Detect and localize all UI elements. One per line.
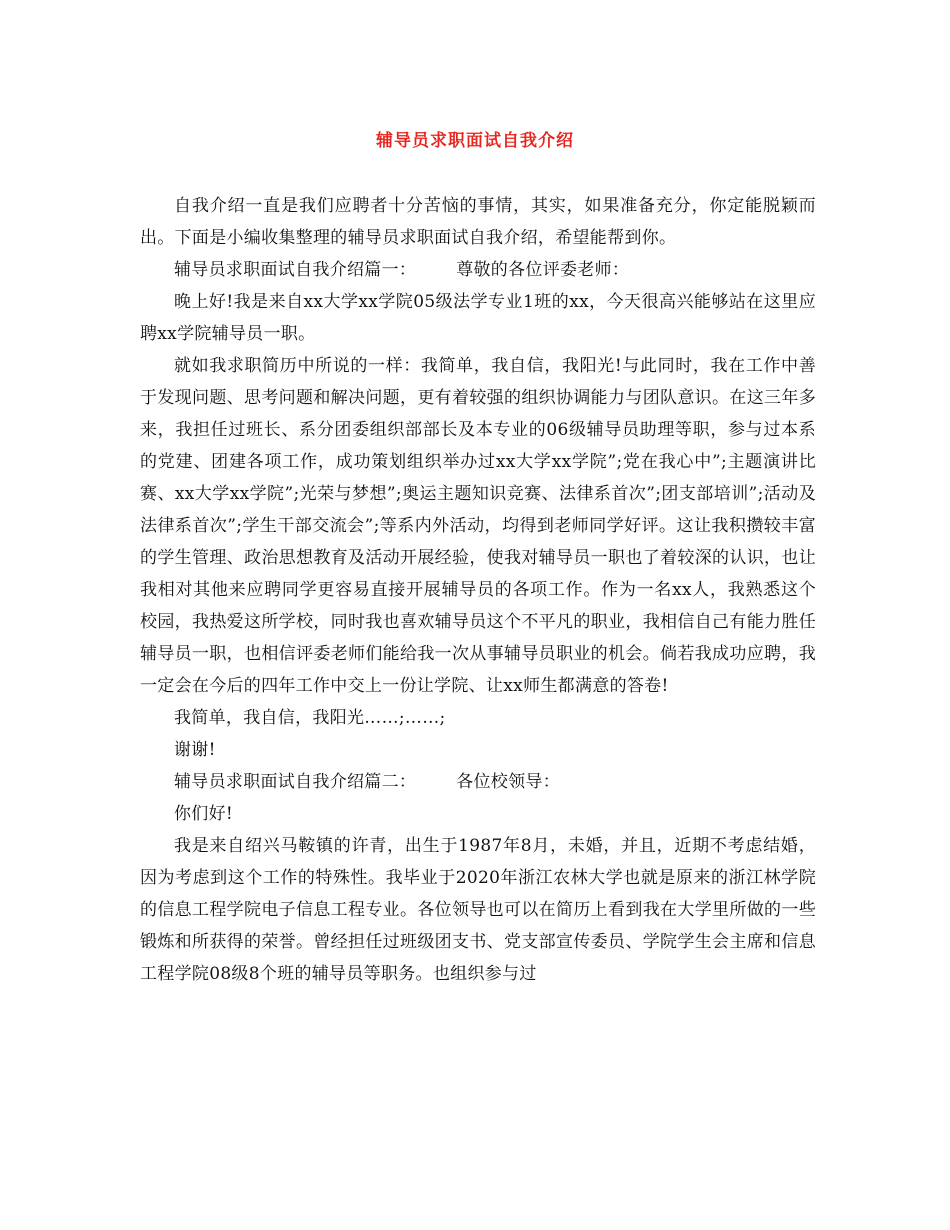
paragraph-body-two: 我是来自绍兴马鞍镇的许青，出生于1987年8月，未婚，并且，近期不考虑结婚，因为考虑到这个工作的特殊性。我毕业于2020年浙江农林大学也就是原来的浙江林学院的信息工程学院电子信息工程专业。各位领导也可以在简历上看到我在大学里所做的一些锻炼和所获得的荣誉。曾经担任过班级团支书、党支部宣传委员、学院学生会主席和信息工程学院08级8个班的辅导员等职务。也组织参与过 <box>140 836 816 984</box>
document-body <box>140 190 816 990</box>
section-one-salutation: 尊敬的各位评委老师： <box>456 260 630 280</box>
section-one-title: 辅导员求职面试自我介绍篇一： <box>174 260 417 280</box>
paragraph-section-two-heading <box>140 766 816 798</box>
section-two-salutation: 各位校领导： <box>456 772 561 792</box>
paragraph-body-one: 就如我求职简历中所说的一样：我简单，我自信，我阳光!与此同时，我在工作中善于发现问题、思考问题和解决问题，更有着较强的组织协调能力与团队意识。在这三年多来，我担任过班长、系分团委组织部部长及本专业的06级辅导员助理等职，参与过本系的党建、团建各项工作，成功策划组织举办过xx大学xx学院”;党在我心中”;主题演讲比赛、xx大学xx学院”;光荣与梦想”;奥运主题知识竞赛、法律系首次”;团支部培训”;活动及法律系首次”;学生干部交流会”;等系内外活动，均得到老师同学好评。这让我积攒较丰富的学生管理、政治思想教育及活动开展经验，使我对辅导员一职也了着较深的认识，也让我相对其他来应聘同学更容易直接开展辅导员的各项工作。作为一名xx人，我熟悉这个校园，我热爱这所学校，同时我也喜欢辅导员这个不平凡的职业，我相信自己有能力胜任辅导员一职，也相信评委老师们能给我一次从事辅导员职业的机会。倘若我成功应聘，我一定会在今后的四年工作中交上一份让学院、让xx师生都满意的答卷! <box>140 356 816 696</box>
paragraph-intro: 自我介绍一直是我们应聘者十分苦恼的事情，其实，如果准备充分，你定能脱颖而出。下面是小编收集整理的辅导员求职面试自我介绍，希望能帮到你。 <box>140 196 816 248</box>
paragraph-section-one-heading <box>140 254 816 286</box>
document-title: 辅导员求职面试自我介绍 <box>376 131 574 151</box>
paragraph-greeting-one: 晚上好!我是来自xx大学xx学院05级法学专业1班的xx，今天很高兴能够站在这里应聘xx学院辅导员一职。 <box>140 292 816 344</box>
section-two-title: 辅导员求职面试自我介绍篇二： <box>174 772 417 792</box>
paragraph-greeting-two: 你们好! <box>174 804 234 824</box>
paragraph-thanks: 谢谢! <box>174 740 216 760</box>
paragraph-motto: 我简单，我自信，我阳光……;……; <box>174 708 446 728</box>
